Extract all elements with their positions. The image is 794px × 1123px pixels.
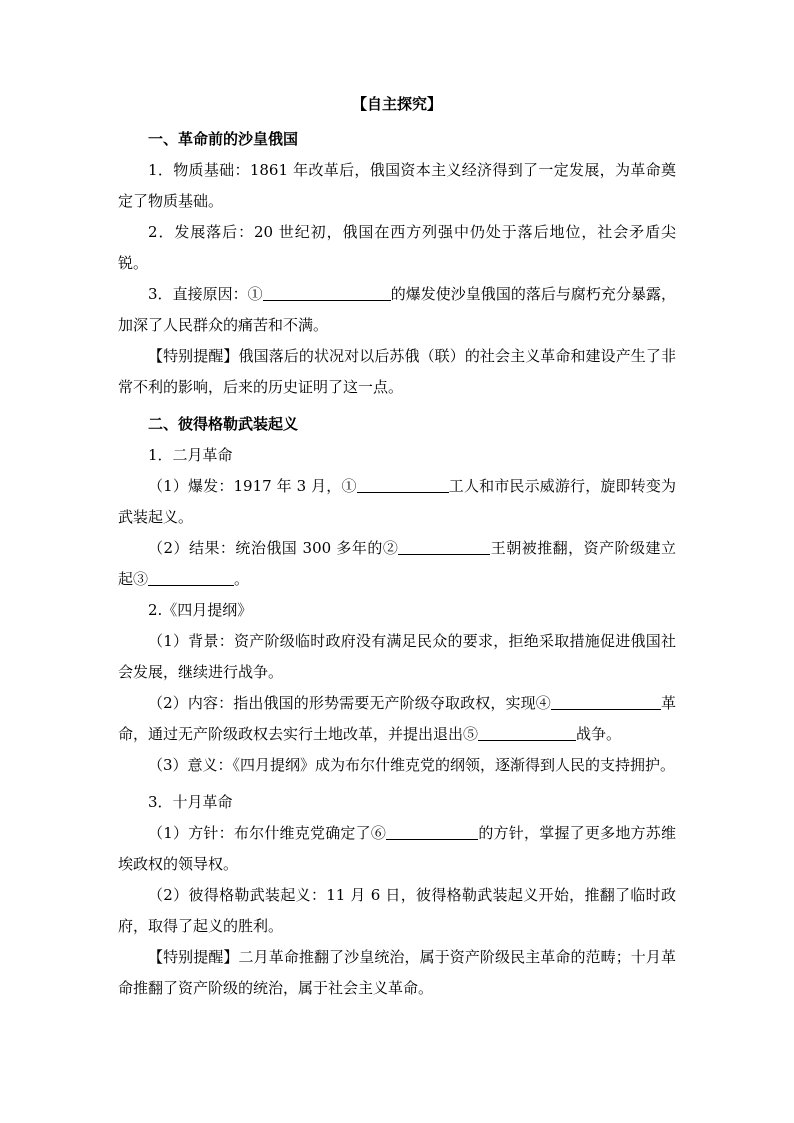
special-tip-1 [118, 341, 676, 403]
text-segment: 革命，通过无产阶级政权去实行土地改革，并提出退出⑤ [118, 694, 676, 743]
paragraph-direct-cause [118, 279, 676, 341]
paragraph-policy [118, 818, 676, 880]
text-segment: 的爆发使沙皇俄国的落后与腐朽充分暴露，加深了人民群众的痛苦和不满。 [118, 285, 676, 334]
heading-2: 二、彼得格勒武装起义 [148, 415, 299, 433]
paragraph-significance: （3）意义：《四月提纲》成为布尔什维克党的纲领，逐渐得到人民的支持拥护。 [148, 756, 676, 774]
blank-6[interactable] [386, 823, 478, 840]
subheading-february: 1．二月革命 [148, 446, 233, 464]
section-title: 【自主探究】 [351, 95, 442, 113]
paragraph-material-basis: 1．物质基础：1861 年改革后，俄国资本主义经济得到了一定发展，为革命奠定了物质基础。 [118, 161, 676, 210]
blank-1[interactable] [263, 284, 391, 301]
blank-5[interactable] [478, 724, 576, 741]
heading-1: 一、革命前的沙皇俄国 [148, 130, 299, 148]
content-body [118, 124, 676, 1004]
paragraph-outbreak [118, 471, 676, 533]
text-segment: （2）结果：统治俄国 300 多年的② [148, 539, 399, 557]
paragraph-uprising: （2）彼得格勒武装起义：11 月 6 日，彼得格勒武装起义开始，推翻了临时政府，取得了起义的胜利。 [118, 886, 676, 935]
text-segment: （1）爆发：1917 年 3 月，① [148, 477, 357, 495]
blank-3[interactable] [148, 569, 234, 586]
tip-label: 【特别提醒】 [148, 948, 239, 966]
text-segment: （2）内容：指出俄国的形势需要无产阶级夺取政权，实现④ [148, 694, 551, 712]
paragraph-background: （1）背景：资产阶级临时政府没有满足民众的要求，拒绝采取措施促进俄国社会发展，继续进行战争。 [118, 632, 676, 681]
tip-text: 二月革命推翻了沙皇统治，属于资产阶级民主革命的范畴；十月革命推翻了资产阶级的统治，属于社会主义革命。 [118, 948, 676, 997]
text-segment: 3．直接原因：① [148, 285, 263, 303]
blank-4[interactable] [551, 693, 661, 710]
text-segment: 战争。 [576, 725, 622, 743]
blank-1[interactable] [357, 476, 449, 493]
paragraph-result [118, 533, 676, 595]
tip-label: 【特别提醒】 [148, 347, 239, 365]
text-segment: 的方针，掌握了更多地方苏维埃政权的领导权。 [118, 824, 676, 873]
text-segment: 。 [234, 570, 250, 588]
blank-2[interactable] [398, 538, 490, 555]
special-tip-2 [118, 942, 676, 1004]
subheading-april-theses: 2.《四月提纲》 [148, 601, 253, 619]
paragraph-content [118, 688, 676, 750]
subheading-october: 3．十月革命 [148, 793, 233, 811]
paragraph-development: 2．发展落后：20 世纪初，俄国在西方列强中仍处于落后地位，社会矛盾尖锐。 [118, 223, 676, 272]
text-segment: 王朝被推翻，资产阶级建立起③ [118, 539, 676, 588]
text-segment: （1）方针：布尔什维克党确定了⑥ [148, 824, 387, 842]
tip-text: 俄国落后的状况对以后苏俄（联）的社会主义革命和建设产生了非常不利的影响，后来的历史证明了这一点。 [118, 347, 676, 396]
text-segment: 工人和市民示威游行，旋即转变为武装起义。 [118, 477, 676, 526]
